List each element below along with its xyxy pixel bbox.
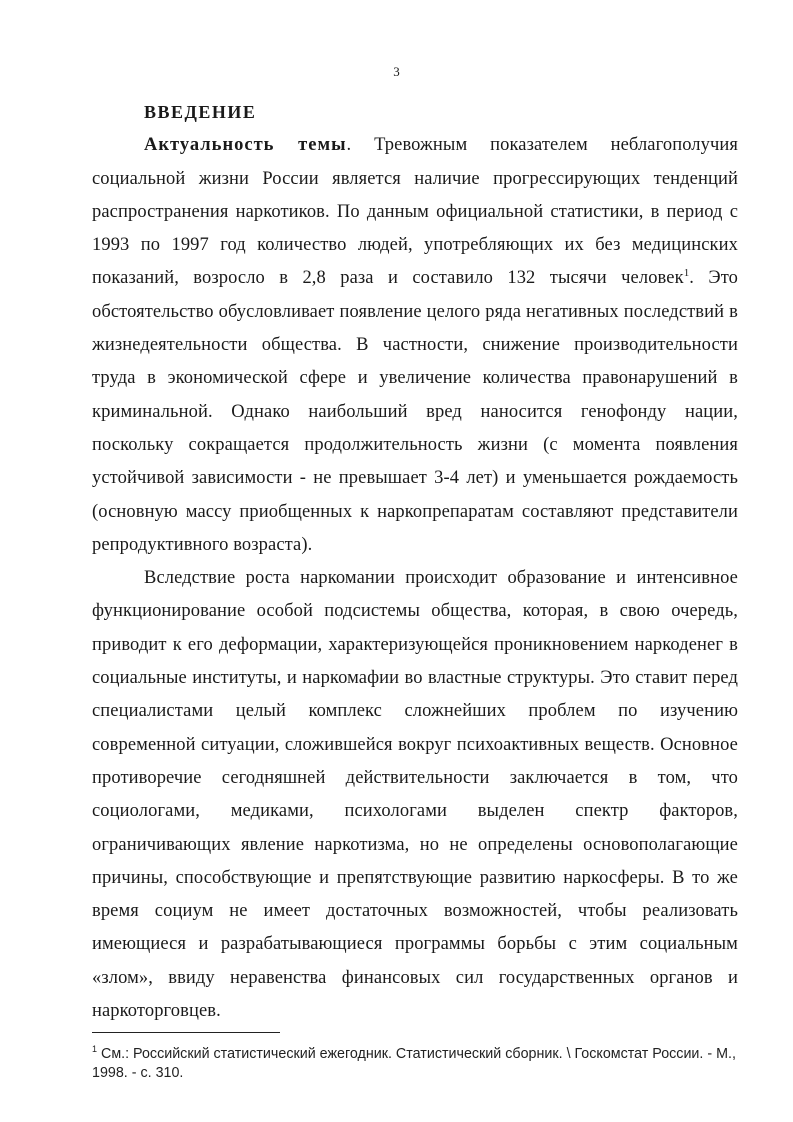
footnote-divider	[92, 1032, 280, 1033]
section-heading: ВВЕДЕНИЕ	[144, 102, 257, 122]
page-number: 3	[393, 64, 400, 79]
footnote-text: См.: Российский статистический ежегодник. Статистический сборник. \ Госкомстат России. - М., 1998. - с. 310.	[92, 1045, 736, 1081]
footnote	[92, 1040, 742, 1083]
body-text	[92, 96, 738, 1028]
paragraph-consequences: Вследствие роста наркомании происходит образование и интенсивное функционирование особой подсистемы общества, которая, в свою очередь, приводит к его деформации, характеризующейся проникновением наркоденег в социальные институты, и наркомафии во властные структуры. Это ставит перед специалистами целый комплекс сложнейших проблем по изучению современной ситуации, сложившейся вокруг психоактивных веществ. Основное противоречие сегодняшней действительности заключается в том, что социологами, медиками, психологами выделен спектр факторов, ограничивающих явление наркотизма, но не определены основополагающие причины, способствующие и препятствующие развитию наркосферы. В то же время социум не имеет достаточных возможностей, чтобы реализовать имеющиеся и разрабатывающиеся программы борьбы с этим социальным «злом», ввиду неравенства финансовых сил государственных органов и наркоторговцев.	[92, 568, 738, 1022]
paragraph-text: . Тревожным показателем неблагополучия социальной жизни России является наличие прогрессирующих тенденций распространения наркотиков. По данным официальной статистики, в период с 1993 по 1997 год количество людей, употребляющих их без медицинских показаний, возросло в 2,8 раза и составило 132 тысячи человек	[92, 135, 738, 289]
footnote-reference[interactable]: 1	[683, 267, 690, 280]
footnote-marker: 1	[92, 1044, 98, 1054]
paragraph-lead-term: Актуальность темы	[144, 135, 347, 156]
paragraph-relevance	[92, 129, 738, 562]
paragraph-text-continued: . Это обстоятельство обусловливает появление целого ряда негативных последствий в жизнедеятельности общества. В частности, снижение производительности труда в экономической сфере и увеличение количества правонарушений в криминальной. Однако наибольший вред наносится генофонду нации, поскольку сокращается продолжительность жизни (с момента появления устойчивой зависимости - не превышает 3-4 лет) и уменьшается рождаемость (основную массу приобщенных к наркопрепаратам составляют представители репродуктивного возраста).	[92, 268, 738, 555]
